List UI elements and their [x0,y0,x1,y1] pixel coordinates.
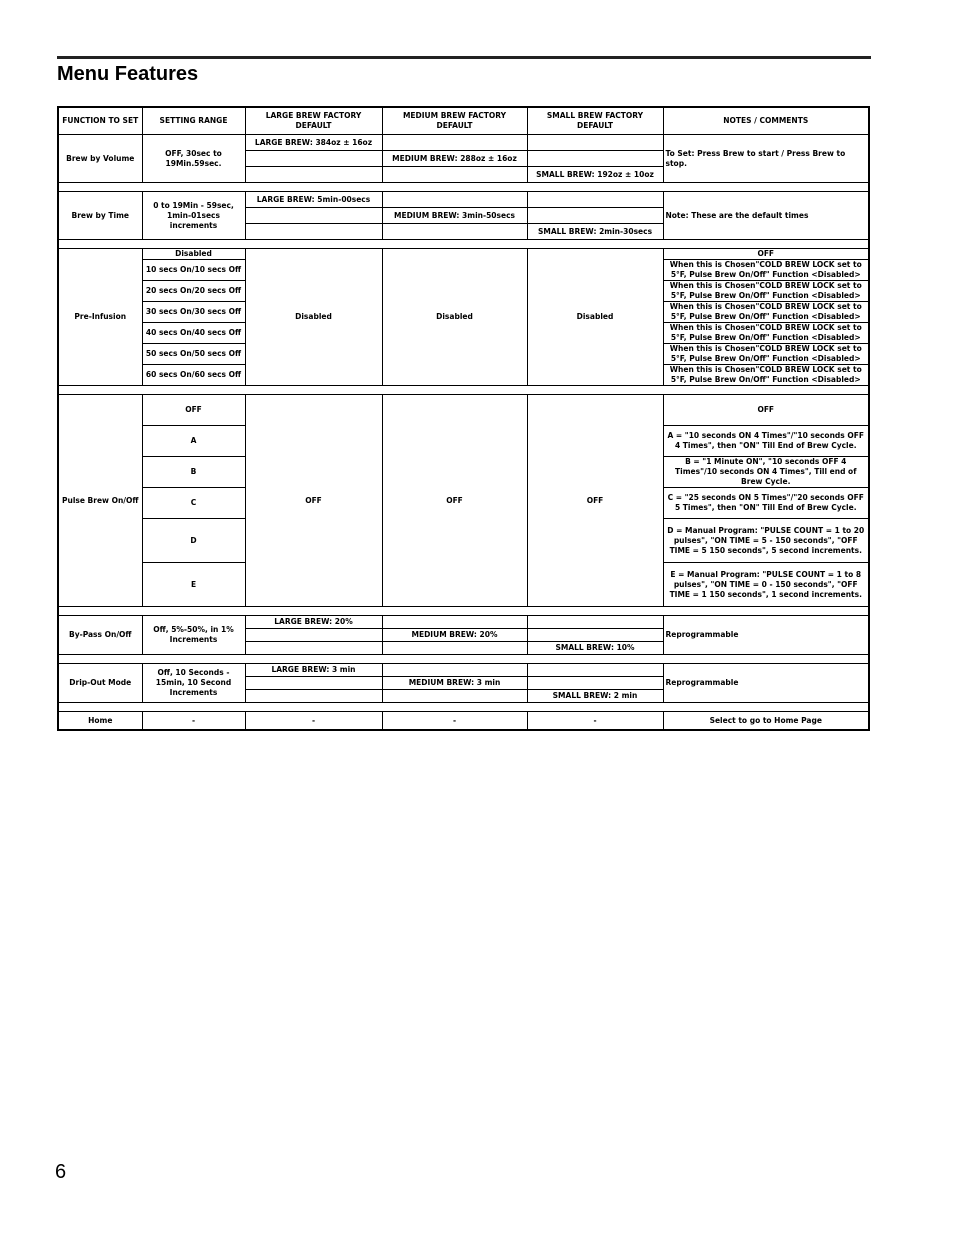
range-pre-infusion: 30 secs On/30 secs Off [142,302,245,323]
empty-cell [382,135,527,151]
large-bypass: LARGE BREW: 20% [245,616,382,629]
notes-bypass: Reprogrammable [663,616,869,655]
range-pulse-brew: A [142,426,245,457]
header-notes: NOTES / COMMENTS [663,107,869,135]
notes-pre-infusion: When this is Chosen"COLD BREW LOCK set to 5°F, Pulse Brew On/Off" Function <Disabled> [663,365,869,386]
range-brew-by-time: 0 to 19Min - 59sec, 1min-01secs increments [142,192,245,240]
large-pulse-brew: OFF [245,395,382,607]
small-drip-out: SMALL BREW: 2 min [527,690,663,703]
notes-brew-by-time: Note: These are the default times [663,192,869,240]
function-brew-by-volume: Brew by Volume [58,135,142,183]
medium-pulse-brew: OFF [382,395,527,607]
spacer-row [58,386,869,395]
large-brew-by-time: LARGE BREW: 5min-00secs [245,192,382,208]
menu-features-table [57,106,870,731]
spacer-row [58,240,869,249]
small-brew-by-volume: SMALL BREW: 192oz ± 10oz [527,167,663,183]
notes-pre-infusion: When this is Chosen"COLD BREW LOCK set to 5°F, Pulse Brew On/Off" Function <Disabled> [663,281,869,302]
range-pre-infusion: 60 secs On/60 secs Off [142,365,245,386]
notes-pre-infusion: When this is Chosen"COLD BREW LOCK set to 5°F, Pulse Brew On/Off" Function <Disabled> [663,302,869,323]
range-home: - [142,712,245,731]
large-brew-by-volume: LARGE BREW: 384oz ± 16oz [245,135,382,151]
empty-cell [527,208,663,224]
empty-cell [382,664,527,677]
spacer-cell [58,607,869,616]
medium-brew-by-volume: MEDIUM BREW: 288oz ± 16oz [382,151,527,167]
table-row [58,664,869,677]
spacer-cell [58,655,869,664]
function-pre-infusion: Pre-Infusion [58,249,142,386]
table-header-row [58,107,869,135]
spacer-row [58,607,869,616]
range-pre-infusion: 20 secs On/20 secs Off [142,281,245,302]
notes-pre-infusion: OFF [663,249,869,260]
small-home: - [527,712,663,731]
range-brew-by-volume: OFF, 30sec to 19Min.59sec. [142,135,245,183]
medium-bypass: MEDIUM BREW: 20% [382,629,527,642]
range-pulse-brew: B [142,457,245,488]
table-row [58,249,869,260]
spacer-cell [58,240,869,249]
header-small-default: SMALL BREW FACTORY DEFAULT [527,107,663,135]
empty-cell [527,664,663,677]
empty-cell [245,167,382,183]
table-row [58,192,869,208]
spacer-cell [58,703,869,712]
function-drip-out: Drip-Out Mode [58,664,142,703]
header-function: FUNCTION TO SET [58,107,142,135]
notes-pulse-brew: C = "25 seconds ON 5 Times"/"20 seconds OFF 5 Times", then "ON" Till End of Brew Cycle. [663,488,869,519]
small-bypass: SMALL BREW: 10% [527,642,663,655]
notes-pre-infusion: When this is Chosen"COLD BREW LOCK set to 5°F, Pulse Brew On/Off" Function <Disabled> [663,260,869,281]
notes-home: Select to go to Home Page [663,712,869,731]
empty-cell [382,167,527,183]
spacer-row [58,183,869,192]
large-pre-infusion: Disabled [245,249,382,386]
notes-brew-by-volume: To Set: Press Brew to start / Press Brew to stop. [663,135,869,183]
range-pulse-brew: D [142,519,245,563]
small-brew-by-time: SMALL BREW: 2min-30secs [527,224,663,240]
function-brew-by-time: Brew by Time [58,192,142,240]
function-home: Home [58,712,142,731]
range-pre-infusion: 10 secs On/10 secs Off [142,260,245,281]
empty-cell [245,629,382,642]
range-pulse-brew: E [142,563,245,607]
page-title: Menu Features [57,63,199,85]
range-drip-out: Off, 10 Seconds - 15min, 10 Second Increments [142,664,245,703]
spacer-cell [58,183,869,192]
small-pulse-brew: OFF [527,395,663,607]
notes-pulse-brew: A = "10 seconds ON 4 Times"/"10 seconds OFF 4 Times", then "ON" Till End of Brew Cycle. [663,426,869,457]
table-row [58,135,869,151]
spacer-row [58,655,869,664]
empty-cell [382,192,527,208]
empty-cell [245,224,382,240]
notes-drip-out: Reprogrammable [663,664,869,703]
medium-pre-infusion: Disabled [382,249,527,386]
empty-cell [382,616,527,629]
range-pre-infusion: 40 secs On/40 secs Off [142,323,245,344]
page-number: 6 [55,1161,67,1183]
header-large-default: LARGE BREW FACTORY DEFAULT [245,107,382,135]
spacer-row [58,703,869,712]
empty-cell [527,616,663,629]
empty-cell [382,690,527,703]
empty-cell [527,151,663,167]
small-pre-infusion: Disabled [527,249,663,386]
table-row [58,395,869,426]
table-row [58,712,869,731]
empty-cell [382,642,527,655]
notes-pulse-brew: E = Manual Program: "PULSE COUNT = 1 to 8 pulses", "ON TIME = 0 - 150 seconds", "OFF TIME = 1 150 seconds", 1 second increments. [663,563,869,607]
medium-drip-out: MEDIUM BREW: 3 min [382,677,527,690]
notes-pre-infusion: When this is Chosen"COLD BREW LOCK set to 5°F, Pulse Brew On/Off" Function <Disabled> [663,323,869,344]
empty-cell [245,208,382,224]
empty-cell [527,135,663,151]
header-rule [57,56,871,59]
table-row [58,616,869,629]
large-drip-out: LARGE BREW: 3 min [245,664,382,677]
empty-cell [245,690,382,703]
range-pre-infusion: 50 secs On/50 secs Off [142,344,245,365]
medium-home: - [382,712,527,731]
large-home: - [245,712,382,731]
medium-brew-by-time: MEDIUM BREW: 3min-50secs [382,208,527,224]
empty-cell [382,224,527,240]
range-pre-infusion: Disabled [142,249,245,260]
empty-cell [245,677,382,690]
header-medium-default: MEDIUM BREW FACTORY DEFAULT [382,107,527,135]
range-bypass: Off, 5%-50%, in 1% Increments [142,616,245,655]
empty-cell [527,629,663,642]
notes-pulse-brew: OFF [663,395,869,426]
empty-cell [245,151,382,167]
function-bypass: By-Pass On/Off [58,616,142,655]
range-pulse-brew: OFF [142,395,245,426]
notes-pre-infusion: When this is Chosen"COLD BREW LOCK set to 5°F, Pulse Brew On/Off" Function <Disabled> [663,344,869,365]
spacer-cell [58,386,869,395]
empty-cell [527,677,663,690]
notes-pulse-brew: B = "1 Minute ON", "10 seconds OFF 4 Times"/10 seconds ON 4 Times", Till end of Brew Cycle. [663,457,869,488]
empty-cell [527,192,663,208]
function-pulse-brew: Pulse Brew On/Off [58,395,142,607]
notes-pulse-brew: D = Manual Program: "PULSE COUNT = 1 to 20 pulses", "ON TIME = 5 - 150 seconds", "OFF TIME = 5 150 seconds", 5 second increments. [663,519,869,563]
range-pulse-brew: C [142,488,245,519]
header-setting-range: SETTING RANGE [142,107,245,135]
empty-cell [245,642,382,655]
